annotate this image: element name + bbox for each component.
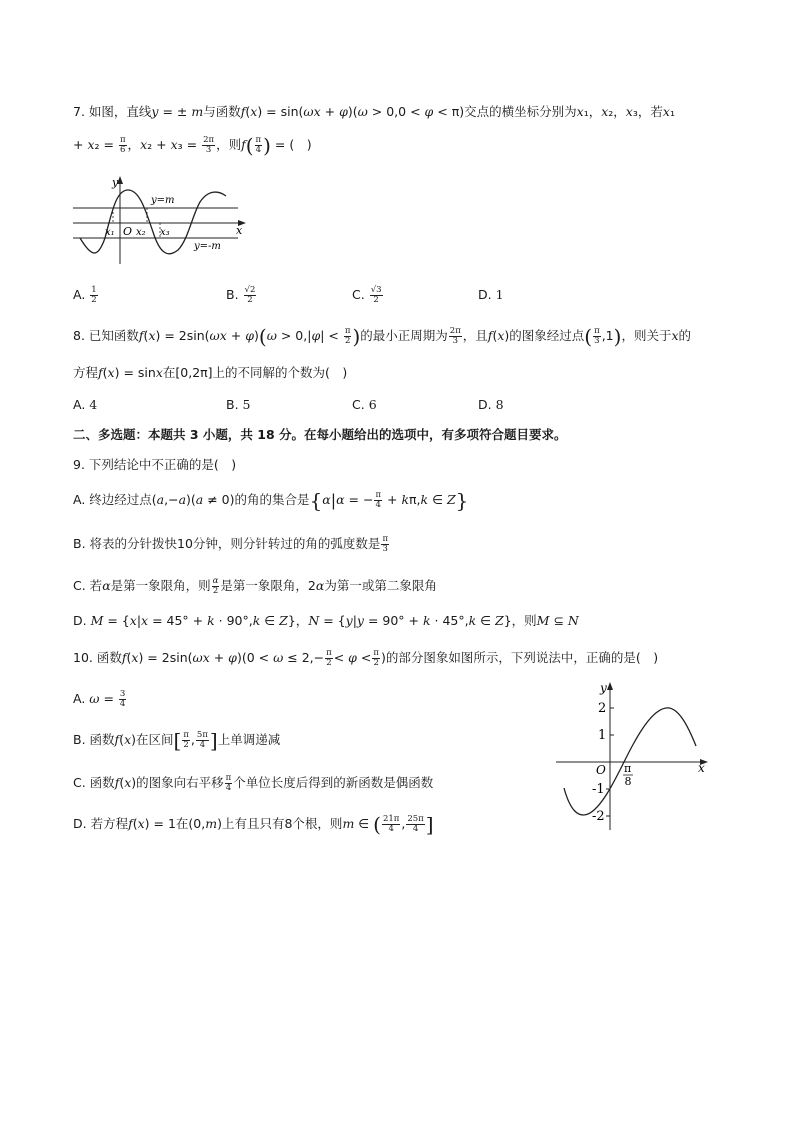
q7-graph-x3: x₃ (160, 227, 170, 238)
q7-graph-y-label: y (112, 176, 119, 189)
q7-stem-line2: + x₂ = $\frac{\pi}{6}$ ，x₂ + x₃ = $\frac{2\pi}{3}$ ，则f( $\frac{\pi}{4}$ ) = ( ) (73, 133, 312, 158)
q7-option-c[interactable]: C. $\frac{√3}{2}$ (352, 285, 382, 305)
q8-stem-line2: 方程f(x) = sinx在[0,2π]上的不同解的个数为( ) (73, 365, 348, 380)
q10-graph-tick-1: 1 (598, 728, 607, 743)
q10-graph-x-label: x (698, 761, 705, 775)
q10-stem: 10. 函数f(x) = 2sin(ωx + φ)(0 < ω ≤ 2,− $\frac{\pi}{2}$ < φ < $\frac{\pi}{2}$ )的部分图象如图所示，下列说法中，正确的是( ) (73, 648, 659, 668)
q9-option-c[interactable]: C. 若α是第一象限角，则 $\frac{\alpha}{2}$ 是第一象限角，2α为第一或第二象限角 (73, 576, 437, 596)
q7-graph-x-label: x (236, 224, 243, 237)
q10-graph-tick-neg1: -1 (592, 782, 605, 797)
q10-graph-tick-neg2: -2 (592, 809, 605, 824)
q10-graph-origin: O (596, 763, 606, 777)
q7-option-a[interactable]: A. $\frac{1}{2}$ (73, 285, 97, 305)
q7-stem-line1: 7. 如图，直线y = ± m与函数f(x) = sin(ωx + φ)(ω > 0,0 < φ < π)交点的横坐标分别为x₁，x₂，x₃，若x₁ (73, 104, 675, 119)
q9-option-d[interactable]: D. M = {x|x = 45° + k · 90°,k ∈ Z}，N = {y|y = 90° + k · 45°,k ∈ Z}，则M ⊆ N (73, 613, 579, 628)
q8-stem-line1: 8. 已知函数f(x) = 2sin(ωx + φ)(ω > 0,|φ| < $\frac{\pi}{2}$ )的最小正周期为 $\frac{2\pi}{3}$ ，且f(x)的图象经过点( $\frac{\pi}{3}$ ,1)，则关于x的 (73, 324, 692, 349)
q10-graph-eight: 8 (624, 775, 632, 788)
q10-graph-tick-2: 2 (598, 701, 607, 716)
q10-graph (552, 678, 717, 834)
section-2-heading: 二、多选题：本题共 3 小题，共 18 分。在每小题给出的选项中，有多项符合题目要求。 (73, 427, 567, 442)
q7-graph-ynm: y=-m (194, 241, 221, 252)
q8-option-d[interactable]: D. 8 (478, 397, 504, 412)
q8-option-a[interactable]: A. 4 (73, 397, 98, 412)
q8-option-b[interactable]: B. 5 (226, 397, 251, 412)
q8-option-c[interactable]: C. 6 (352, 397, 377, 412)
q10-graph-pi: π (624, 762, 632, 775)
q7-graph-origin: O (123, 225, 133, 238)
q10-option-a[interactable]: A. ω = $\frac{3}{4}$ (73, 689, 126, 709)
q7-option-d[interactable]: D. 1 (478, 287, 504, 302)
q7-graph-ym: y=m (151, 195, 175, 206)
q10-graph-y-label: y (600, 681, 607, 695)
q10-option-d[interactable]: D. 若方程f(x) = 1在(0,m)上有且只有8个根，则m ∈ ( $\frac{21\pi}{4}$ , $\frac{25\pi}{4}$ ] (73, 812, 434, 837)
q9-option-a[interactable]: A. 终边经过点(a,−a)(a ≠ 0)的角的集合是{α|α = − $\frac{\pi}{4}$ + kπ,k ∈ Z} (73, 488, 469, 513)
q7-graph (70, 172, 250, 268)
q7-graph-x2: x₂ (136, 227, 146, 238)
q7-option-b[interactable]: B. $\frac{√2}{2}$ (226, 285, 256, 305)
q9-option-b[interactable]: B. 将表的分针拨快10分钟，则分针转过的角的弧度数是 $\frac{\pi}{3}$ (73, 534, 389, 554)
q10-option-c[interactable]: C. 函数f(x)的图象向右平移 $\frac{\pi}{4}$ 个单位长度后得到的新函数是偶函数 (73, 773, 434, 793)
q9-stem: 9. 下列结论中不正确的是( ) (73, 457, 237, 472)
q7-graph-x1: x₁ (105, 227, 115, 238)
q10-option-b[interactable]: B. 函数f(x)在区间[ $\frac{\pi}{2}$ , $\frac{5\pi}{4}$ ]上单调递减 (73, 728, 281, 753)
